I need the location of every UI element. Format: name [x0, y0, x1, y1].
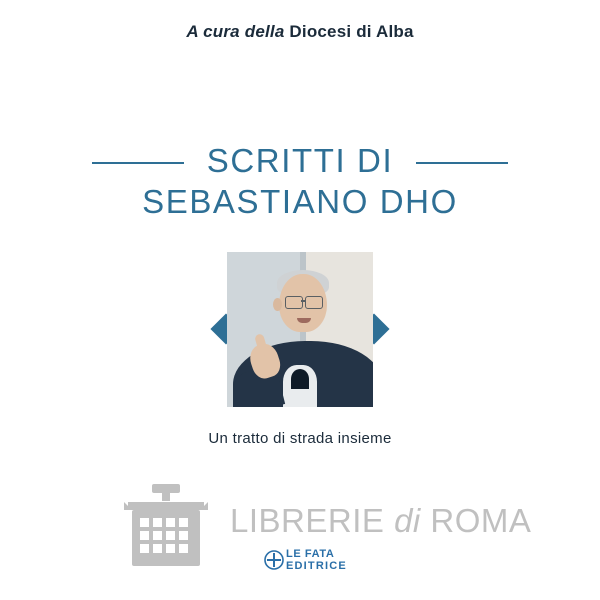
title-line-1: SCRITTI DI — [206, 142, 394, 179]
photo-glasses-left — [285, 296, 303, 309]
title-line-2: SEBASTIANO DHO — [142, 183, 458, 220]
watermark-text-part1: LIBRERIE — [230, 502, 385, 539]
publisher-logo — [258, 548, 368, 590]
credit-italic: A cura della — [186, 22, 285, 41]
cover-photo-wrap — [215, 252, 385, 407]
cross-logo-icon — [264, 550, 284, 570]
watermark-text-italic: di — [394, 502, 421, 539]
building-icon — [118, 482, 214, 568]
title-block — [0, 140, 600, 222]
photo-glasses-right — [305, 296, 323, 309]
publisher-subtitle: EDITRICE — [286, 560, 347, 572]
publisher-name: LE FATA — [286, 548, 335, 560]
watermark-text — [230, 502, 531, 540]
author-photo — [227, 252, 373, 407]
photo-ear — [273, 298, 282, 311]
credit-line — [0, 22, 600, 42]
watermark-text-part2: ROMA — [430, 502, 532, 539]
title-rule-right — [416, 162, 508, 164]
photo-collar — [291, 369, 309, 389]
title-rule-left — [92, 162, 184, 164]
credit-bold: Diocesi di Alba — [289, 22, 414, 41]
photo-glasses-bridge — [301, 300, 306, 302]
title-line-1-wrap — [0, 140, 600, 181]
cover-subtitle: Un tratto di strada insieme — [208, 430, 392, 447]
